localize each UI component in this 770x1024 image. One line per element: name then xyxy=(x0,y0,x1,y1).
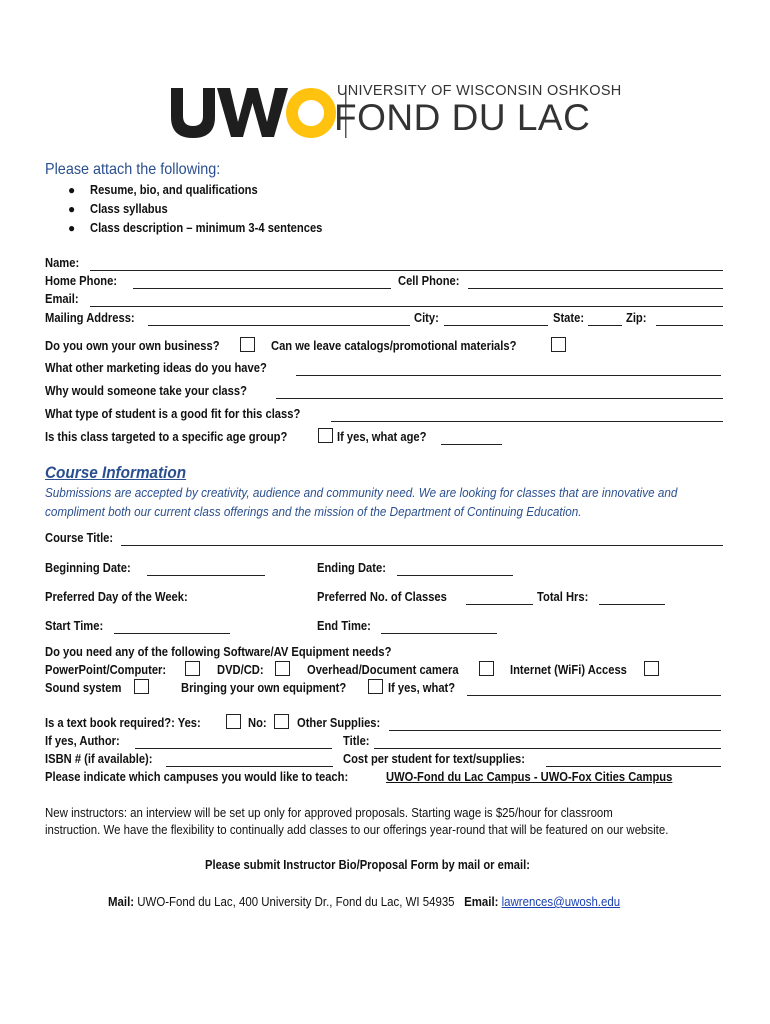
overhead-checkbox[interactable] xyxy=(479,661,494,676)
own-equipment-label: Bringing your own equipment? xyxy=(181,680,347,695)
course-intro-line2: compliment both our current class offerings and the mission of the Department of Continuing Education. xyxy=(45,504,582,519)
course-intro-line1: Submissions are accepted by creativity, audience and community need. We are looking for classes that are innovative and xyxy=(45,485,678,500)
own-equipment-checkbox[interactable] xyxy=(368,679,383,694)
textbook-label: Is a text book required?: Yes: xyxy=(45,715,201,730)
email-label: Email: xyxy=(45,291,79,306)
email-field[interactable] xyxy=(90,293,723,307)
email-label-footer: Email: xyxy=(464,894,499,909)
dvd-label: DVD/CD: xyxy=(217,662,264,677)
marketing-label: What other marketing ideas do you have? xyxy=(45,360,267,375)
total-hrs-field[interactable] xyxy=(599,591,665,605)
own-business-label: Do you own your own business? xyxy=(45,338,220,353)
author-field[interactable] xyxy=(135,735,332,749)
mail-label: Mail: xyxy=(108,894,135,909)
what-equipment-label: If yes, what? xyxy=(388,680,456,695)
submit-instructions: Please submit Instructor Bio/Proposal Form by mail or email: xyxy=(205,857,530,872)
new-instructors-line2: instruction. We have the flexibility to continually add classes to our offerings year-round that will be featured on our website. xyxy=(45,822,669,837)
name-field[interactable] xyxy=(90,257,723,271)
attach-heading: Please attach the following: xyxy=(45,161,221,178)
student-fit-field[interactable] xyxy=(331,408,723,422)
beginning-date-label: Beginning Date: xyxy=(45,560,131,575)
list-item: Class description – minimum 3-4 sentences xyxy=(90,220,323,235)
isbn-label: ISBN # (if available): xyxy=(45,751,153,766)
other-supplies-field[interactable] xyxy=(389,717,721,731)
textbook-no-checkbox[interactable] xyxy=(274,714,289,729)
what-age-field[interactable] xyxy=(441,431,502,445)
zip-field[interactable] xyxy=(656,312,723,326)
university-name: UNIVERSITY OF WISCONSIN OSHKOSH xyxy=(337,83,622,99)
mail-address: UWO-Fond du Lac, 400 University Dr., Fond du Lac, WI 54935 xyxy=(137,894,455,909)
own-business-checkbox[interactable] xyxy=(240,337,255,352)
end-time-label: End Time: xyxy=(317,618,371,633)
marketing-field[interactable] xyxy=(296,362,721,376)
campus-name: FOND DU LAC xyxy=(334,97,591,138)
list-item: Resume, bio, and qualifications xyxy=(90,182,258,197)
powerpoint-checkbox[interactable] xyxy=(185,661,200,676)
book-title-label: Title: xyxy=(343,733,370,748)
list-item: Class syllabus xyxy=(90,201,168,216)
campuses-prompt: Please indicate which campuses you would like to teach: xyxy=(45,769,349,784)
isbn-field[interactable] xyxy=(166,753,333,767)
preferred-classes-label: Preferred No. of Classes xyxy=(317,589,447,604)
total-hrs-label: Total Hrs: xyxy=(537,589,589,604)
sound-label: Sound system xyxy=(45,680,122,695)
home-phone-field[interactable] xyxy=(133,275,391,289)
bullet-icon: ● xyxy=(68,202,76,216)
student-fit-label: What type of student is a good fit for this class? xyxy=(45,406,301,421)
why-label: Why would someone take your class? xyxy=(45,383,247,398)
overhead-label: Overhead/Document camera xyxy=(307,662,459,677)
cell-phone-field[interactable] xyxy=(468,275,723,289)
city-label: City: xyxy=(414,310,439,325)
start-time-field[interactable] xyxy=(114,620,230,634)
equipment-question: Do you need any of the following Software/AV Equipment needs? xyxy=(45,644,392,659)
state-label: State: xyxy=(553,310,585,325)
why-field[interactable] xyxy=(276,385,723,399)
catalogs-label: Can we leave catalogs/promotional materials? xyxy=(271,338,517,353)
ending-date-field[interactable] xyxy=(397,562,513,576)
book-title-field[interactable] xyxy=(374,735,721,749)
name-label: Name: xyxy=(45,255,80,270)
textbook-no-label: No: xyxy=(248,715,267,730)
powerpoint-label: PowerPoint/Computer: xyxy=(45,662,167,677)
cell-phone-label: Cell Phone: xyxy=(398,273,460,288)
zip-label: Zip: xyxy=(626,310,647,325)
preferred-classes-field[interactable] xyxy=(466,591,533,605)
internet-checkbox[interactable] xyxy=(644,661,659,676)
age-group-checkbox[interactable] xyxy=(318,428,333,443)
campuses-options: UWO-Fond du Lac Campus - UWO-Fox Cities Campus xyxy=(386,769,673,784)
dvd-checkbox[interactable] xyxy=(275,661,290,676)
internet-label: Internet (WiFi) Access xyxy=(510,662,627,677)
email-link[interactable]: lawrences@uwosh.edu xyxy=(501,894,621,909)
cost-label: Cost per student for text/supplies: xyxy=(343,751,526,766)
new-instructors-line1: New instructors: an interview will be set up only for approved proposals. Starting wage is $25/hour for classroom xyxy=(45,805,613,820)
textbook-yes-checkbox[interactable] xyxy=(226,714,241,729)
mailing-address-label: Mailing Address: xyxy=(45,310,135,325)
author-label: If yes, Author: xyxy=(45,733,120,748)
what-age-label: If yes, what age? xyxy=(337,429,427,444)
cost-field[interactable] xyxy=(546,753,721,767)
sound-checkbox[interactable] xyxy=(134,679,149,694)
catalogs-checkbox[interactable] xyxy=(551,337,566,352)
other-supplies-label: Other Supplies: xyxy=(297,715,381,730)
course-title-field[interactable] xyxy=(121,532,723,546)
age-group-label: Is this class targeted to a specific age group? xyxy=(45,429,288,444)
bullet-icon: ● xyxy=(68,183,76,197)
ending-date-label: Ending Date: xyxy=(317,560,386,575)
beginning-date-field[interactable] xyxy=(147,562,265,576)
home-phone-label: Home Phone: xyxy=(45,273,118,288)
what-equipment-field[interactable] xyxy=(467,682,721,696)
end-time-field[interactable] xyxy=(381,620,497,634)
course-info-heading: Course Information xyxy=(45,463,187,482)
mailing-address-field[interactable] xyxy=(148,312,410,326)
preferred-day-label: Preferred Day of the Week: xyxy=(45,589,188,604)
mail-line xyxy=(108,894,620,909)
start-time-label: Start Time: xyxy=(45,618,104,633)
state-field[interactable] xyxy=(588,312,622,326)
city-field[interactable] xyxy=(444,312,548,326)
course-title-label: Course Title: xyxy=(45,530,114,545)
bullet-icon: ● xyxy=(68,221,76,235)
